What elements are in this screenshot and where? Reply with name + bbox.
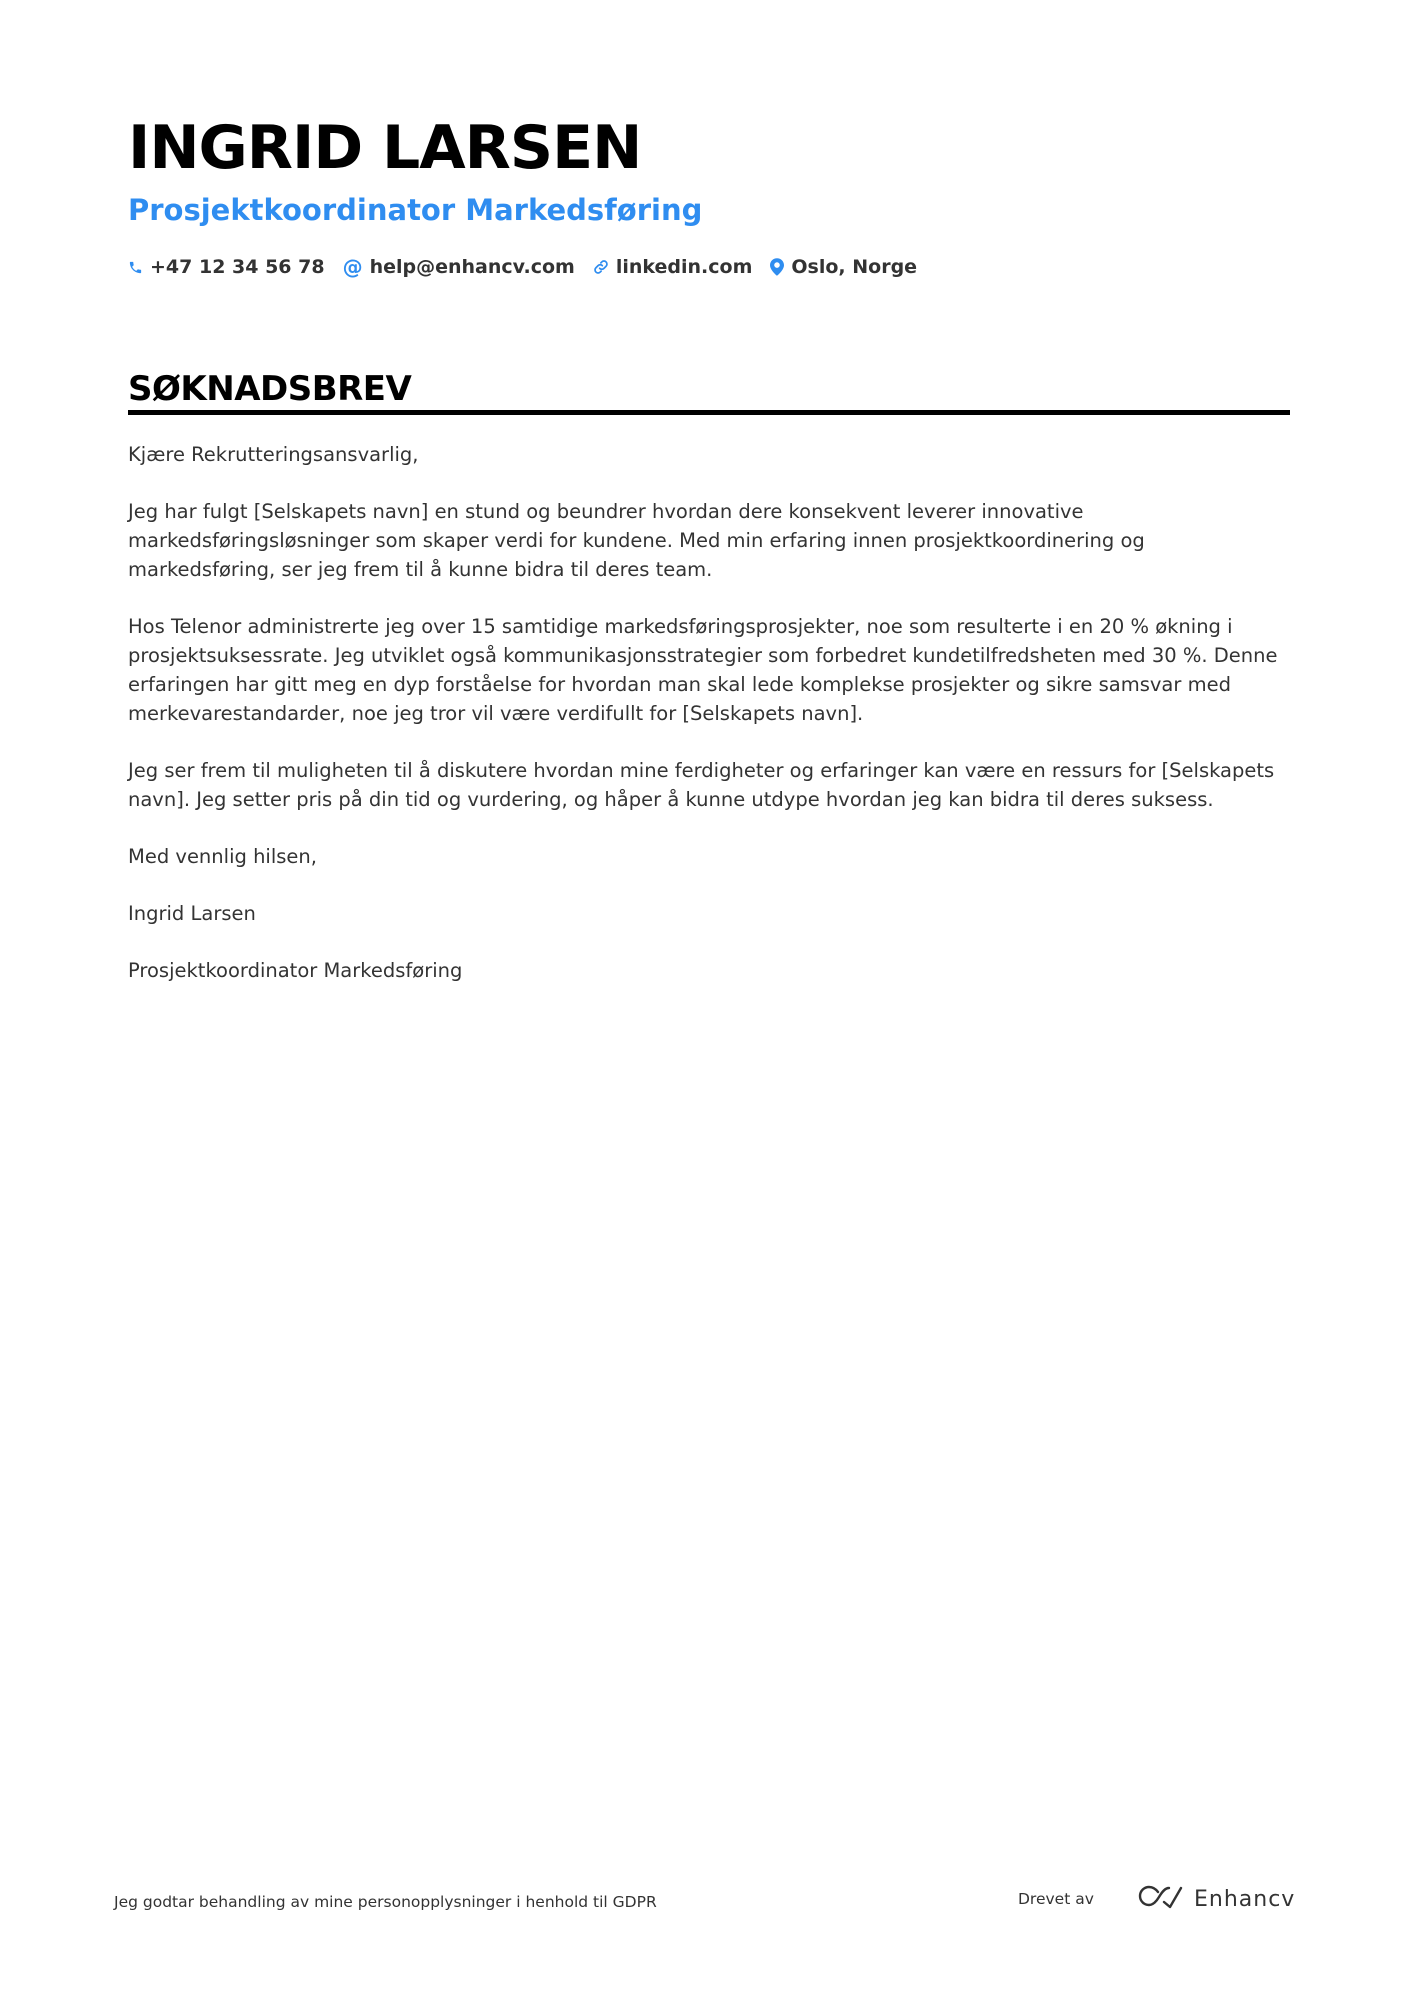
contact-phone[interactable]	[128, 256, 325, 278]
link-icon	[593, 259, 609, 275]
at-icon: @	[342, 255, 363, 279]
letter-paragraph-1: Jeg har fulgt [Selskapets navn] en stund og beundrer hvordan dere konsekvent leverer innovative markedsføringsløsninger som skaper verdi for kundene. Med min erfaring innen prosjektkoordinering og markedsføring, ser jeg frem til å kunne bidra til deres team.	[128, 500, 1145, 581]
powered-by-label: Drevet av	[1018, 1890, 1094, 1908]
enhancv-brand-name: Enhancv	[1194, 1887, 1296, 1912]
letter-greeting: Kjære Rekrutteringsansvarlig,	[128, 443, 419, 466]
contact-phone-text: +47 12 34 56 78	[150, 256, 325, 278]
contact-location-text: Oslo, Norge	[791, 256, 918, 278]
contact-linkedin-text: linkedin.com	[615, 256, 753, 278]
phone-icon	[128, 260, 143, 275]
section-divider	[128, 410, 1290, 415]
contact-email-text: help@enhancv.com	[369, 256, 575, 278]
letter-closing: Med vennlig hilsen,	[128, 845, 317, 868]
gdpr-consent: Jeg godtar behandling av mine personopplysninger i henhold til GDPR	[114, 1893, 657, 1911]
letter-paragraph-3: Jeg ser frem til muligheten til å diskutere hvordan mine ferdigheter og erfaringer kan være en ressurs for [Selskapets navn]. Jeg setter pris på din tid og vurdering, og håper å kunne utdype hvordan jeg kan bidra til deres suksess.	[128, 759, 1275, 811]
enhancv-logo-icon	[1138, 1884, 1184, 1915]
letter-body	[128, 440, 1298, 1013]
location-pin-icon	[770, 258, 784, 276]
signature-title: Prosjektkoordinator Markedsføring	[128, 959, 463, 982]
signature-name: Ingrid Larsen	[128, 902, 256, 925]
contact-linkedin[interactable]	[593, 256, 753, 278]
contact-email[interactable]	[343, 256, 575, 278]
letter-paragraph-2: Hos Telenor administrerte jeg over 15 samtidige markedsføringsprosjekter, noe som resulterte i en 20 % økning i prosjektsuksessrate. Jeg utviklet også kommunikasjonsstrategier som forbedret kundetilfredsheten med 30 %. Denne erfaringen har gitt meg en dyp forståelse for hvordan man skal lede komplekse prosjekter og sikre samsvar med merkevarestandarder, noe jeg tror vil være verdifullt for [Selskapets navn].	[128, 615, 1278, 725]
candidate-title: Prosjektkoordinator Markedsføring	[128, 193, 703, 227]
section-title: SØKNADSBREV	[128, 369, 412, 409]
enhancv-logo[interactable]	[1138, 1884, 1295, 1915]
contact-location	[770, 256, 917, 278]
contact-bar	[128, 252, 917, 282]
candidate-name: INGRID LARSEN	[128, 113, 642, 183]
